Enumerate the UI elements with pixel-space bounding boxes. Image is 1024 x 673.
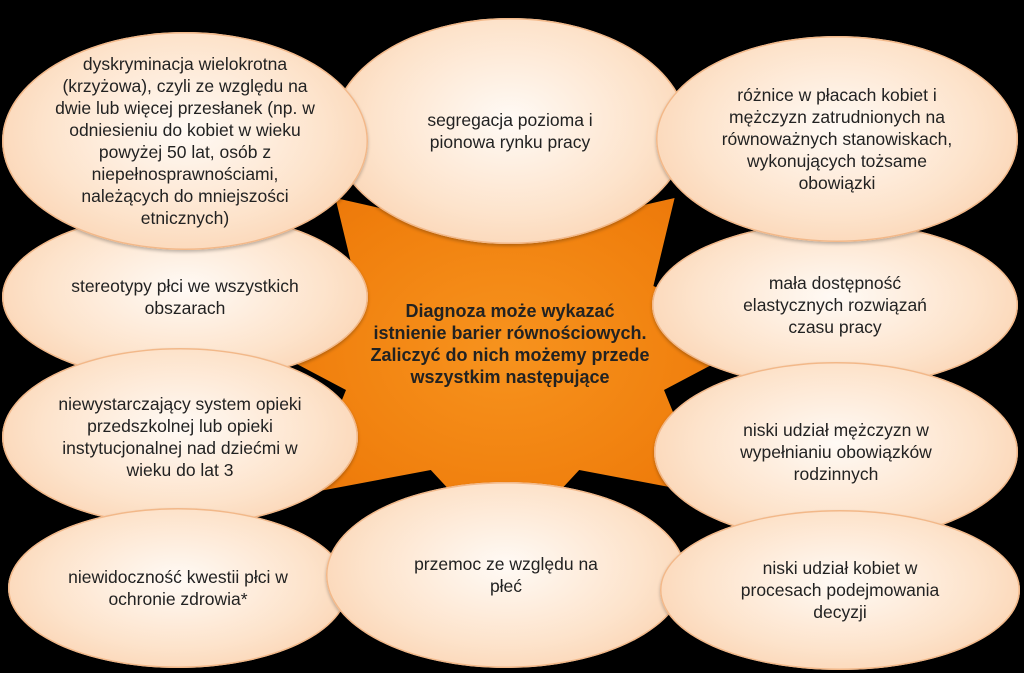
- bubble-segregation-text: segregacja pozioma i pionowa rynku pracy: [427, 110, 593, 152]
- bubble-stereotypes-text: stereotypy płci we wszystkich obszarach: [71, 276, 299, 318]
- bubble-multiple-discrimination: [2, 32, 368, 250]
- bubble-segregation: [332, 18, 688, 244]
- bubble-pay-gap-text: różnice w płacach kobiet i mężczyzn zatrudnionych na równoważnych stanowiskach, wykonujących tożsame obowiązki: [721, 85, 953, 193]
- bubble-men-family-text: niski udział mężczyzn w wypełnianiu obowiązków rodzinnych: [740, 420, 932, 484]
- bubble-violence: [326, 482, 686, 668]
- bubble-women-decisions-text: niski udział kobiet w procesach podejmowania decyzji: [740, 558, 940, 622]
- bubble-health-text: niewidoczność kwestii płci w ochronie zdrowia*: [68, 567, 288, 609]
- bubble-childcare: [2, 348, 358, 526]
- bubble-flexible-time-text: mała dostępność elastycznych rozwiązań czasu pracy: [743, 273, 927, 337]
- bubble-pay-gap: [656, 36, 1018, 242]
- bubble-multiple-discrimination-text: dyskryminacja wielokrotna (krzyżowa), czyli ze względu na dwie lub więcej przesłanek (np. w odniesieniu do kobiet w wieku powyżej 50 lat, osób z niepełnosprawnościami, należących do mniejszości etnicznych): [55, 54, 315, 228]
- center-text: Diagnoza może wykazać istnienie barier równościowych. Zaliczyć do nich możemy przede wszystkim następujące: [370, 301, 650, 387]
- bubble-health: [8, 508, 348, 668]
- bubble-childcare-text: niewystarczający system opieki przedszkolnej lub opieki instytucjonalnej nad dziećmi w wieku do lat 3: [58, 394, 302, 480]
- bubble-violence-text: przemoc ze względu na płeć: [414, 554, 598, 596]
- bubble-women-decisions: [660, 510, 1020, 670]
